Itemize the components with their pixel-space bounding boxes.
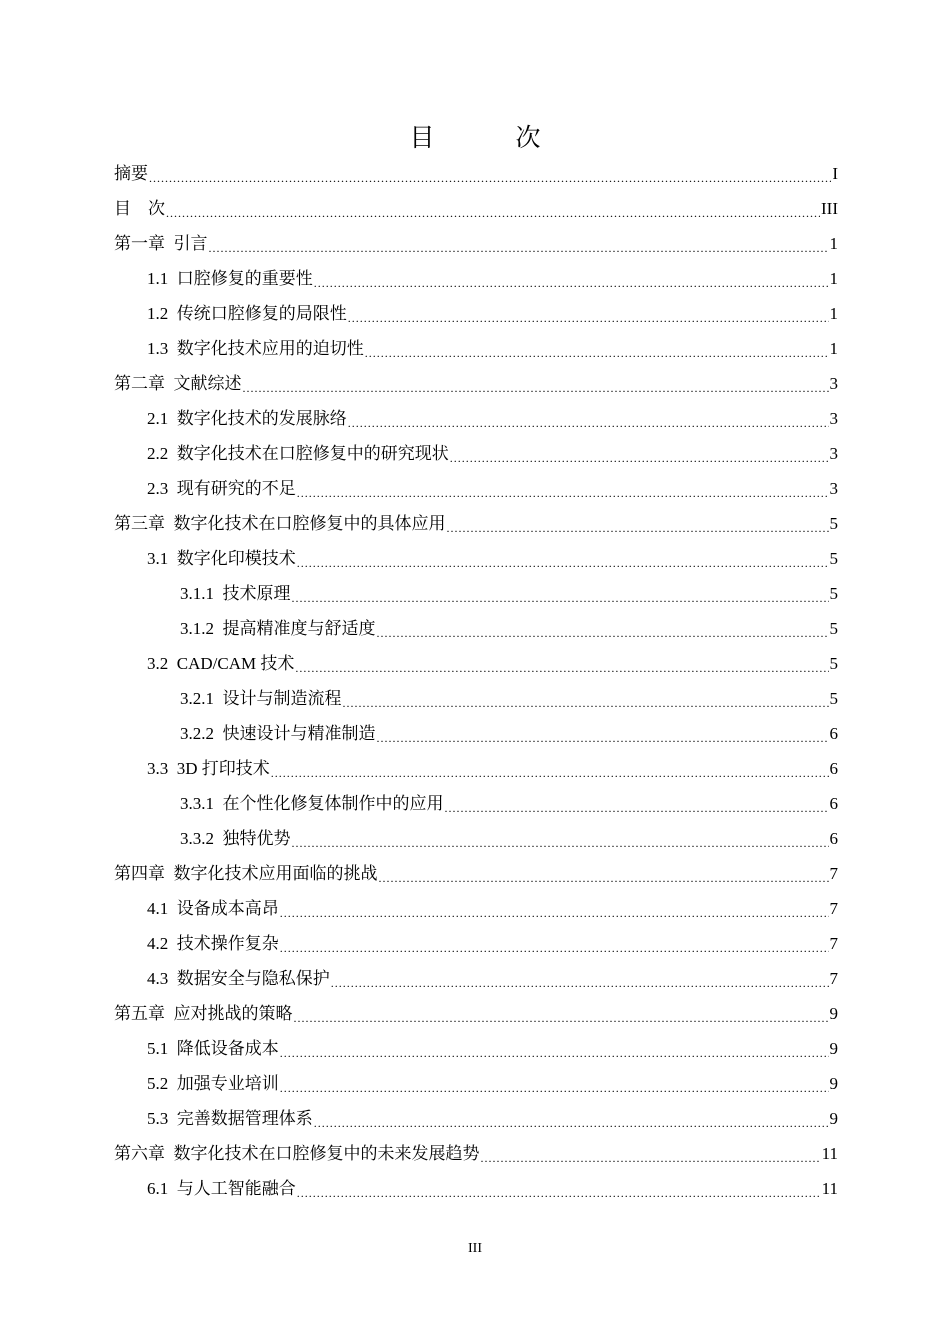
toc-entry-title: 文献综述 xyxy=(173,374,242,393)
toc-dot-leader xyxy=(481,1152,821,1162)
toc-entry-title: 独特优势 xyxy=(222,829,291,848)
toc-entry-title: 数字化技术在口腔修复中的具体应用 xyxy=(173,514,446,533)
toc-entry-title: 摘要 xyxy=(114,164,148,183)
toc-entry-page: 5 xyxy=(829,549,838,568)
toc-entry-number: 第一章 xyxy=(114,234,174,253)
toc-dot-leader xyxy=(280,1082,829,1092)
toc-entry-title: 应对挑战的策略 xyxy=(173,1004,293,1023)
toc-entry[interactable] xyxy=(114,1136,838,1171)
toc-dot-leader xyxy=(209,242,829,252)
toc-entry-title: 数字化技术在口腔修复中的研究现状 xyxy=(176,444,449,463)
toc-dot-leader xyxy=(292,837,829,847)
toc-entry-page: 3 xyxy=(829,374,838,393)
toc-entry[interactable] xyxy=(114,856,838,891)
toc-entry-number: 3.1.2 xyxy=(180,619,223,638)
toc-entry-number: 1.2 xyxy=(147,304,177,323)
toc-dot-leader xyxy=(280,907,829,917)
toc-entry-title: 加强专业培训 xyxy=(176,1074,279,1093)
toc-entry-number: 第二章 xyxy=(114,374,174,393)
toc-entry-title: 3D 打印技术 xyxy=(176,759,270,778)
toc-entry-page: 1 xyxy=(829,339,838,358)
toc-entry-number: 3.2 xyxy=(147,654,177,673)
toc-entry-page: 6 xyxy=(829,794,838,813)
toc-dot-leader xyxy=(297,557,829,567)
page-title: 目 次 xyxy=(409,125,569,152)
toc-dot-leader xyxy=(292,592,829,602)
toc-entry[interactable] xyxy=(114,541,838,576)
toc-entry-page: 5 xyxy=(829,584,838,603)
toc-entry-page: I xyxy=(832,164,838,183)
toc-entry-title: CAD/CAM 技术 xyxy=(176,654,295,673)
toc-entry-page: 1 xyxy=(829,234,838,253)
toc-dot-leader xyxy=(379,872,829,882)
toc-dot-leader xyxy=(348,417,829,427)
toc-entry-number: 3.1 xyxy=(147,549,177,568)
toc-entry-page: 5 xyxy=(829,619,838,638)
toc-entry[interactable] xyxy=(114,751,838,786)
toc-entry-page: 3 xyxy=(829,479,838,498)
toc-dot-leader xyxy=(377,627,829,637)
toc-entry-number: 第三章 xyxy=(114,514,174,533)
toc-entry-page: 9 xyxy=(829,1074,838,1093)
toc-entry[interactable] xyxy=(114,506,838,541)
toc-entry-number: 3.2.1 xyxy=(180,689,223,708)
toc-entry[interactable] xyxy=(114,786,838,821)
toc-entry-page: 3 xyxy=(829,409,838,428)
toc-dot-leader xyxy=(331,977,829,987)
toc-entry[interactable] xyxy=(114,401,838,436)
toc-entry[interactable] xyxy=(114,926,838,961)
toc-entry-number: 5.3 xyxy=(147,1109,177,1128)
toc-entry[interactable] xyxy=(114,296,838,331)
toc-dot-leader xyxy=(365,347,829,357)
toc-dot-leader xyxy=(280,1047,829,1057)
toc-entry-number: 5.1 xyxy=(147,1039,177,1058)
toc-entry-number: 6.1 xyxy=(147,1179,177,1198)
toc-entry-title: 降低设备成本 xyxy=(176,1039,279,1058)
toc-dot-leader xyxy=(450,452,829,462)
toc-entry[interactable] xyxy=(114,471,838,506)
toc-entry[interactable] xyxy=(114,961,838,996)
toc-dot-leader xyxy=(377,732,829,742)
toc-entry-title: 引言 xyxy=(173,234,208,253)
toc-entry-number: 4.3 xyxy=(147,969,177,988)
table-of-contents xyxy=(114,156,838,1206)
toc-entry[interactable] xyxy=(114,1171,838,1206)
toc-entry-title: 口腔修复的重要性 xyxy=(176,269,313,288)
toc-entry-page: 5 xyxy=(829,689,838,708)
toc-entry-number: 3.3.1 xyxy=(180,794,223,813)
toc-entry-title: 技术操作复杂 xyxy=(176,934,279,953)
toc-entry-title: 传统口腔修复的局限性 xyxy=(176,304,347,323)
toc-entry-number: 4.2 xyxy=(147,934,177,953)
toc-entry-number: 1.3 xyxy=(147,339,177,358)
toc-dot-leader xyxy=(243,382,829,392)
toc-entry-number: 4.1 xyxy=(147,899,177,918)
toc-entry-number: 3.2.2 xyxy=(180,724,223,743)
toc-entry-number: 2.2 xyxy=(147,444,177,463)
toc-entry-page: 7 xyxy=(829,934,838,953)
toc-entry[interactable] xyxy=(114,1101,838,1136)
toc-dot-leader xyxy=(297,1187,821,1197)
toc-entry-page: 11 xyxy=(821,1179,838,1198)
toc-entry-title: 数字化技术在口腔修复中的未来发展趋势 xyxy=(173,1144,480,1163)
toc-entry[interactable] xyxy=(114,576,838,611)
toc-entry-title: 在个性化修复体制作中的应用 xyxy=(222,794,444,813)
toc-entry-page: 9 xyxy=(829,1039,838,1058)
toc-entry[interactable] xyxy=(114,891,838,926)
toc-entry-page: 6 xyxy=(829,724,838,743)
toc-entry-title: 完善数据管理体系 xyxy=(176,1109,313,1128)
toc-entry[interactable] xyxy=(114,436,838,471)
toc-entry-page: 3 xyxy=(829,444,838,463)
toc-entry[interactable] xyxy=(114,681,838,716)
toc-entry-title: 数字化印模技术 xyxy=(176,549,296,568)
toc-entry-page: 1 xyxy=(829,269,838,288)
toc-dot-leader xyxy=(294,1012,829,1022)
toc-entry-title: 设备成本高昂 xyxy=(176,899,279,918)
toc-dot-leader xyxy=(297,487,829,497)
toc-entry-title: 目 次 xyxy=(114,199,165,218)
toc-entry-number: 3.3 xyxy=(147,759,177,778)
toc-entry-number: 2.3 xyxy=(147,479,177,498)
toc-entry-page: 9 xyxy=(829,1004,838,1023)
toc-entry-number: 5.2 xyxy=(147,1074,177,1093)
toc-entry-number: 第四章 xyxy=(114,864,174,883)
toc-dot-leader xyxy=(447,522,829,532)
toc-entry-page: 7 xyxy=(829,864,838,883)
toc-entry-number: 3.3.2 xyxy=(180,829,223,848)
toc-entry-page: 5 xyxy=(829,654,838,673)
toc-entry-page: 1 xyxy=(829,304,838,323)
toc-entry-number: 1.1 xyxy=(147,269,177,288)
toc-dot-leader xyxy=(314,1117,829,1127)
toc-dot-leader xyxy=(166,207,820,217)
toc-entry-page: 7 xyxy=(829,899,838,918)
toc-entry[interactable] xyxy=(114,191,838,226)
toc-entry[interactable] xyxy=(114,996,838,1031)
toc-entry-page: 7 xyxy=(829,969,838,988)
toc-entry[interactable] xyxy=(114,1066,838,1101)
toc-entry-page: 9 xyxy=(829,1109,838,1128)
toc-entry-title: 提高精准度与舒适度 xyxy=(222,619,376,638)
toc-entry-title: 数字化技术应用的迫切性 xyxy=(176,339,364,358)
toc-entry-page: III xyxy=(821,199,838,218)
toc-dot-leader xyxy=(343,697,829,707)
toc-entry-title: 数字化技术的发展脉络 xyxy=(176,409,347,428)
toc-dot-leader xyxy=(314,277,829,287)
toc-dot-leader xyxy=(445,802,829,812)
toc-entry-page: 11 xyxy=(821,1144,838,1163)
toc-entry-title: 数字化技术应用面临的挑战 xyxy=(173,864,378,883)
toc-entry[interactable] xyxy=(114,156,838,191)
toc-entry[interactable] xyxy=(114,821,838,856)
toc-entry[interactable] xyxy=(114,646,838,681)
toc-entry-title: 设计与制造流程 xyxy=(222,689,342,708)
toc-entry-title: 与人工智能融合 xyxy=(176,1179,296,1198)
toc-dot-leader xyxy=(271,767,829,777)
toc-entry[interactable] xyxy=(114,1031,838,1066)
toc-entry-title: 快速设计与精准制造 xyxy=(222,724,376,743)
toc-entry[interactable] xyxy=(114,331,838,366)
toc-entry-number: 第六章 xyxy=(114,1144,174,1163)
toc-entry[interactable] xyxy=(114,716,838,751)
toc-entry-page: 5 xyxy=(829,514,838,533)
toc-entry-page: 6 xyxy=(829,829,838,848)
toc-entry[interactable] xyxy=(114,226,838,261)
toc-dot-leader xyxy=(149,172,831,182)
toc-entry-number: 2.1 xyxy=(147,409,177,428)
toc-entry[interactable] xyxy=(114,261,838,296)
toc-entry[interactable] xyxy=(114,366,838,401)
toc-entry-title: 技术原理 xyxy=(222,584,291,603)
toc-dot-leader xyxy=(280,942,829,952)
toc-entry-number: 3.1.1 xyxy=(180,584,223,603)
toc-dot-leader xyxy=(295,662,828,672)
toc-dot-leader xyxy=(348,312,829,322)
toc-entry-page: 6 xyxy=(829,759,838,778)
toc-entry-title: 现有研究的不足 xyxy=(176,479,296,498)
toc-entry[interactable] xyxy=(114,611,838,646)
page-number: III xyxy=(468,1241,482,1256)
toc-entry-title: 数据安全与隐私保护 xyxy=(176,969,330,988)
toc-entry-number: 第五章 xyxy=(114,1004,174,1023)
